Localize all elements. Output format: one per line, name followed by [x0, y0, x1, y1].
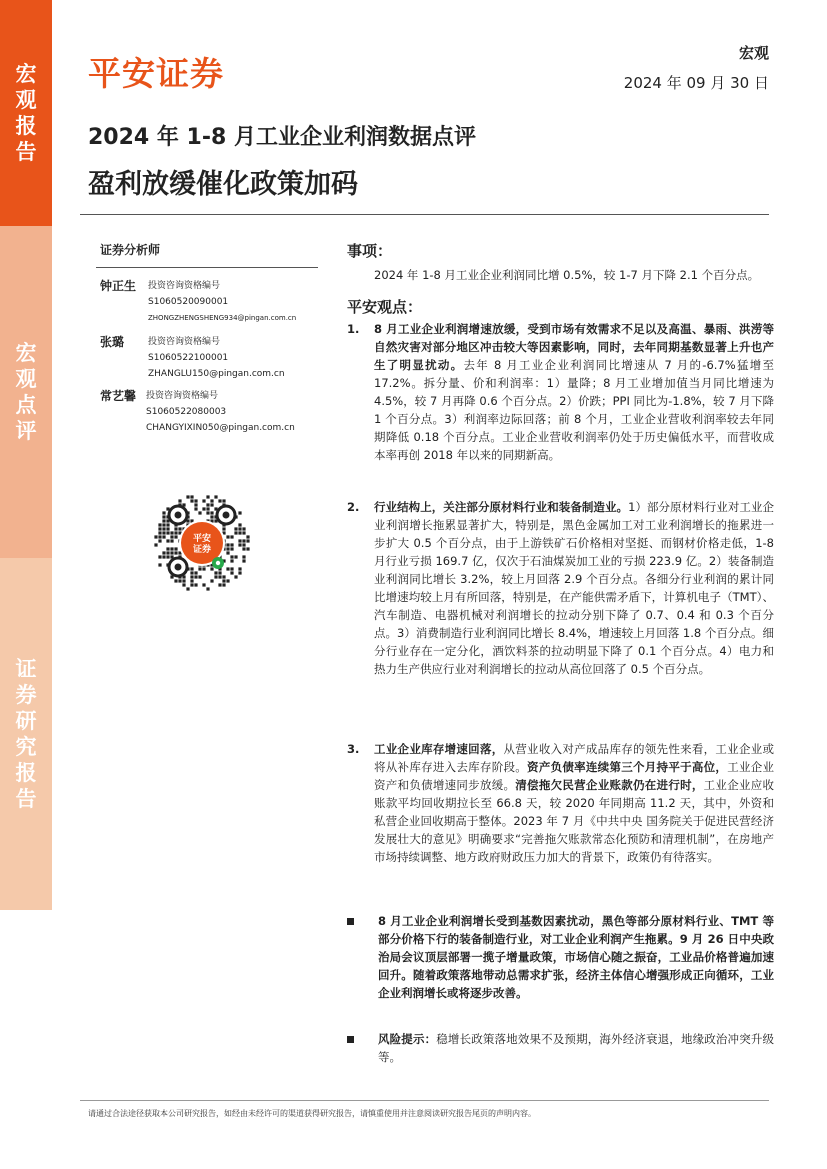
point-body: 去年 8 月工业企业利润同比增速从 7 月的-6.7%猛增至 17.2%。拆分量、价和利润率：1）量降；8 月工业增加值当月同比增速为 4.5%，较 7 月再降 0.6 个百分点。2）价跌；PPI 同比为-1.8%，较 7 月下降 1 个百分点。3）利润率边际回落；前 8 个月，工业企业营收利润率较去年同期降低 0.18 个百分点。工业企业营收利润率仍处于历史偏低水平，而营收成本率再创 2018 年以来的同期新高。	[374, 358, 775, 462]
bullet-square-icon	[347, 918, 354, 925]
risk-text: 稳增长政策落地效果不及预期，海外经济衰退，地缘政治冲突升级等。	[378, 1032, 775, 1064]
summary-text: 8 月工业企业利润增长受到基数因素扰动，黑色等部分原材料行业、TMT 等部分价格下行的装备制造行业，对工业企业利润产生拖累。9 月 26 日中央政治局会议顶层部署一揽子增量政策，市场信心随之振奋，工业品价格普遍加速回升。随着政策落地带动总需求扩张，经济主体信心增强形成正向循环，工业企业利润增长或将逐步改善。	[378, 914, 774, 1000]
analyst-name: 张璐	[100, 335, 125, 349]
risk-paragraph	[378, 1030, 774, 1066]
sidebar-band-report-subtype	[0, 226, 52, 558]
svg-text:平安: 平安	[192, 534, 212, 544]
summary-paragraph	[378, 912, 774, 1002]
risk-label: 风险提示：	[378, 1032, 437, 1046]
analyst-name: 常艺馨	[100, 389, 137, 403]
header-divider	[80, 214, 769, 215]
analyst-card	[100, 278, 296, 326]
point-highlight: 行业结构上，关注部分原材料行业和装备制造业。	[374, 500, 629, 514]
analyst-info	[148, 278, 296, 326]
analyst-cert-no: S1060522080003	[146, 407, 227, 417]
event-text: 2024 年 1-8 月工业企业利润同比增 0.5%，较 1-7 月下降 2.1 个百分点。	[374, 268, 760, 282]
point-body: 工业企业应收账款平均回收期拉长至 66.8 天，较 2020 年同期高 11.2 天，其中，外资和私营企业回收期高于整体。2023 年 7 月《中共中央 国务院关于促进民营经济发展壮大的意见》明确要求“完善拖欠账款常态化预防和清理机制”，在房地产市场持续调整、地方政府财政压力加大的背景下，政策仍有待落实。	[374, 778, 775, 864]
svg-text:证券: 证券	[192, 545, 212, 555]
point-highlight: 资产负债率连续第三个月持平于高位，	[527, 760, 728, 774]
report-date: 2024 年 09 月 30 日	[623, 74, 769, 92]
view-heading: 平安观点：	[347, 298, 423, 316]
report-subtitle: 2024 年 1-8 月工业企业利润数据点评	[88, 125, 476, 150]
analyst-info	[148, 334, 285, 382]
point-paragraph	[374, 320, 774, 464]
point-number: 3.	[347, 742, 360, 756]
point-body: 1）部分原材料行业对工业企业利润增长拖累显著扩大，特别是，黑色金属加工对工业利润增长的拖累进一步扩大 0.5 个百分点，由于上游铁矿石价格相对坚挺、而钢材价格走低，1-8 月行业亏损 169.7 亿，仅次于石油煤炭加工业的亏损 223.9 亿。2）装备制造业利润同比增长 3.2%，较上月回落 2.9 个百分点。各细分行业利润的累计同比增速均较上月有所回落，特别是，在产能供需矛盾下，计算机电子（TMT）、汽车制造、电器机械对利润增长的拉动分别下降了 0.7、0.4 和 0.3 个百分点。3）消费制造行业利润同比增长 8.4%，增速较上月回落 1.8 个百分点。细分行业存在一定分化，酒饮料茶的拉动明显下降了 0.1 个百分点。4）电力和热力生产供应行业对利润增长的拉动从高位回落了 0.5 个百分点。	[374, 500, 774, 676]
point-highlight: 8 月工业企业利润增速放缓，受到市场有效需求不足以及高温、暴雨、洪涝等自然灾害对部分地区冲击较大等因素影响，同时，去年同期基数显著上升也产生了明显扰动。	[374, 322, 774, 372]
analyst-cert-label: 投资咨询资格编号	[148, 337, 221, 347]
point-body: 从营业收入对产成品库存的领先性来看，工业企业或将从补库存进入去库存阶段。	[374, 742, 774, 774]
company-logo: 平安证券	[88, 54, 224, 93]
analyst-cert-label: 投资咨询资格编号	[146, 391, 219, 401]
qr-code-icon[interactable]	[148, 489, 256, 597]
footer-divider	[80, 1100, 769, 1101]
analyst-email[interactable]: CHANGYIXIN050@pingan.com.cn	[146, 423, 295, 433]
sidebar-band-label: 证券研究报告	[15, 657, 37, 811]
analyst-card	[100, 334, 285, 382]
sidebar-band-report-type	[0, 0, 52, 226]
analyst-cert-no: S1060522100001	[148, 353, 229, 363]
analysts-heading: 证券分析师	[100, 243, 161, 257]
point-paragraph	[374, 498, 774, 678]
sidebar-band-research	[0, 558, 52, 910]
analysts-divider	[96, 267, 318, 268]
bullet-square-icon	[347, 1036, 354, 1043]
analyst-info	[146, 388, 295, 436]
event-heading: 事项：	[347, 242, 393, 260]
sidebar-band-blank	[0, 910, 52, 1169]
point-highlight: 清偿拖欠民营企业账款仍在进行时，	[515, 778, 704, 792]
point-body: 工业企业资产和负债增速同步放缓。	[374, 760, 775, 792]
analyst-email[interactable]: ZHONGZHENGSHENG934@pingan.com.cn	[148, 314, 297, 322]
point-number: 2.	[347, 500, 360, 514]
report-category: 宏观	[738, 44, 769, 62]
analyst-card	[100, 388, 295, 436]
analyst-name: 钟正生	[100, 279, 137, 293]
analyst-cert-label: 投资咨询资格编号	[148, 281, 221, 291]
report-title: 盈利放缓催化政策加码	[88, 169, 358, 200]
point-paragraph	[374, 740, 774, 866]
analyst-cert-no: S1060520090001	[148, 297, 229, 307]
analyst-email[interactable]: ZHANGLU150@pingan.com.cn	[148, 369, 285, 379]
sidebar-band-label: 宏观点评	[15, 341, 37, 443]
point-highlight: 工业企业库存增速回落，	[374, 742, 504, 756]
footer-disclaimer: 请通过合法途径获取本公司研究报告，如经由未经许可的渠道获得研究报告，请慎重使用并注意阅读研究报告尾页的声明内容。	[88, 1109, 536, 1118]
point-number: 1.	[347, 322, 360, 336]
sidebar-band-label: 宏观报告	[15, 62, 37, 164]
